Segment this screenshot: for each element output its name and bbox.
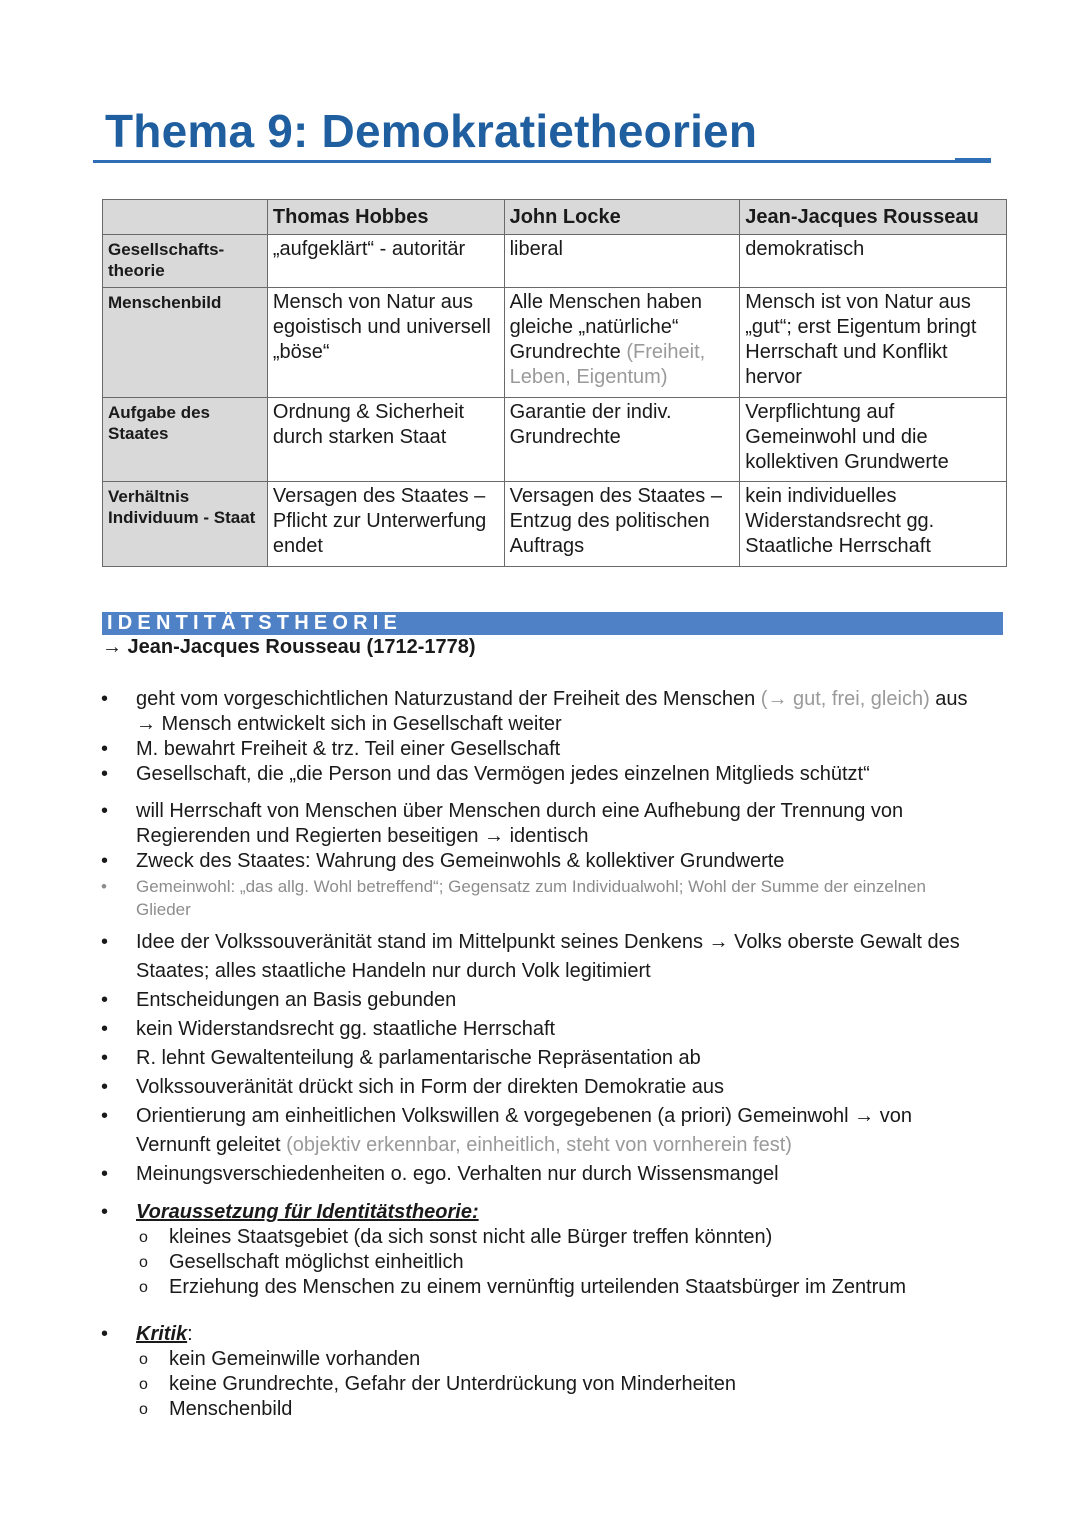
table-cell: „aufgeklärt“ - autoritär	[267, 235, 504, 288]
section-heading-bar: IDENTITÄTSTHEORIE	[102, 612, 1003, 635]
kritik-label: Kritik	[136, 1323, 188, 1345]
table-cell: Ordnung & Sicherheit durch starken Staat	[267, 398, 504, 482]
circle-bullet-icon: o	[139, 1279, 148, 1296]
table-corner-cell	[103, 200, 268, 235]
table-header-row	[103, 200, 1007, 235]
bullet-list	[0, 799, 1080, 921]
circle-bullet-icon: o	[139, 1401, 148, 1418]
sub-list-item	[0, 1372, 1080, 1397]
list-item	[0, 1015, 1080, 1044]
list-item	[0, 1044, 1080, 1073]
item-text: Entscheidungen an Basis gebunden	[136, 989, 457, 1011]
list-item	[0, 875, 1080, 921]
section-subheading: → Jean-Jacques Rousseau (1712-1778)	[102, 636, 476, 658]
bullet-list	[0, 687, 1080, 787]
row-header-menschenbild: Menschenbild	[103, 288, 268, 398]
row-header-verhaeltnis: Verhältnis Individuum - Staat	[103, 482, 268, 567]
list-item	[0, 986, 1080, 1015]
title-underline	[93, 160, 991, 163]
table-cell: Verpflichtung auf Gemeinwohl und die kollektiven Grundwerte	[740, 398, 1007, 482]
list-item	[0, 762, 1080, 787]
bullet-icon: •	[101, 1076, 109, 1098]
sub-list-item	[0, 1250, 1080, 1275]
bullet-icon: •	[101, 931, 109, 953]
row-header-gesellschaftstheorie: Gesellschafts- theorie	[103, 235, 268, 288]
list-item	[0, 687, 1080, 737]
table-cell: Mensch ist von Natur aus „gut“; erst Eigentum bringt Herrschaft und Konflikt hervor	[740, 288, 1007, 398]
bullet-icon: •	[101, 1018, 109, 1040]
item-text: geht vom vorgeschichtlichen Naturzustand der Freiheit des Menschen	[136, 688, 756, 710]
item-text-gray: (→ gut, frei, gleich)	[760, 688, 930, 710]
list-item	[0, 1073, 1080, 1102]
item-text: R. lehnt Gewaltenteilung & parlamentarische Repräsentation ab	[136, 1047, 701, 1069]
row-header-aufgabe: Aufgabe des Staates	[103, 398, 268, 482]
item-text: aus → Mensch entwickelt sich in Gesellschaft weiter	[136, 688, 968, 735]
table-cell: liberal	[504, 235, 740, 288]
list-item	[0, 737, 1080, 762]
list-item	[0, 1200, 1080, 1225]
bullet-icon: •	[101, 1047, 109, 1069]
item-text: Zweck des Staates: Wahrung des Gemeinwohls & kollektiver Grundwerte	[136, 850, 785, 872]
table-cell: Mensch von Natur aus egoistisch und universell „böse“	[267, 288, 504, 398]
item-text: Meinungsverschiedenheiten o. ego. Verhalten nur durch Wissensmangel	[136, 1163, 779, 1185]
cell-text-gray: (Freiheit, Leben, Eigentum)	[509, 341, 706, 388]
title-underline-accent	[955, 158, 991, 162]
sub-list-item	[0, 1275, 1080, 1300]
bullet-list-kritik	[0, 1322, 1080, 1422]
item-text: Idee der Volkssouveränität stand im Mittelpunkt seines Denkens → Volks oberste Gewalt des Staates; alles staatliche Handeln nur durch Volk legitimiert	[136, 931, 960, 982]
item-text: Orientierung am einheitlichen Volkswillen & vorgegebenen (a priori) Gemeinwohl → von Vernunft geleitet	[136, 1105, 912, 1156]
bullet-icon: •	[101, 1163, 109, 1185]
table-row	[103, 288, 1007, 398]
item-text: Gesellschaft, die „die Person und das Vermögen jedes einzelnen Mitglieds schützt“	[136, 763, 870, 785]
item-text: kein Widerstandsrecht gg. staatliche Herrschaft	[136, 1018, 556, 1040]
kritik-colon: :	[187, 1323, 193, 1345]
table-cell: Garantie der indiv. Grundrechte	[504, 398, 740, 482]
item-text: Menschenbild	[169, 1398, 293, 1420]
table-cell: demokratisch	[740, 235, 1007, 288]
bullet-icon: •	[101, 989, 109, 1011]
column-header-rousseau: Jean-Jacques Rousseau	[740, 200, 1007, 235]
item-text-gray: Gemeinwohl: „das allg. Wohl betreffend“; Gegensatz zum Individualwohl; Wohl der Summe der einzelnen Glieder	[136, 877, 926, 919]
item-text: Erziehung des Menschen zu einem vernünftig urteilenden Staatsbürger im Zentrum	[169, 1276, 907, 1298]
table-cell: kein individuelles Widerstandsrecht gg. Staatliche Herrschaft	[740, 482, 1007, 567]
column-header-hobbes: Thomas Hobbes	[267, 200, 504, 235]
sub-list-item	[0, 1397, 1080, 1422]
circle-bullet-icon: o	[139, 1254, 148, 1271]
voraussetzung-label: Voraussetzung für Identitätstheorie:	[136, 1201, 479, 1223]
bullet-icon: •	[101, 688, 109, 710]
list-item	[0, 1102, 1080, 1160]
list-item	[0, 928, 1080, 986]
circle-bullet-icon: o	[139, 1229, 148, 1246]
bullet-list	[0, 928, 1080, 1189]
table-cell: Versagen des Staates – Pflicht zur Unterwerfung endet	[267, 482, 504, 567]
table-row	[103, 235, 1007, 288]
circle-bullet-icon: o	[139, 1351, 148, 1368]
item-text: M. bewahrt Freiheit & trz. Teil einer Gesellschaft	[136, 738, 561, 760]
bullet-icon: •	[101, 763, 109, 785]
bullet-icon: •	[101, 877, 107, 896]
item-text: kein Gemeinwille vorhanden	[169, 1348, 421, 1370]
list-item	[0, 1322, 1080, 1347]
bullet-icon: •	[101, 1323, 109, 1345]
sub-list-item	[0, 1347, 1080, 1372]
bullet-icon: •	[101, 1201, 109, 1223]
table-row	[103, 398, 1007, 482]
table-row	[103, 482, 1007, 567]
comparison-table	[102, 199, 1007, 567]
sub-list-item	[0, 1225, 1080, 1250]
item-text-gray: (objektiv erkennbar, einheitlich, steht von vornherein fest)	[286, 1134, 792, 1156]
bullet-icon: •	[101, 1105, 109, 1127]
item-text: kleines Staatsgebiet (da sich sonst nicht alle Bürger treffen könnten)	[169, 1226, 773, 1248]
bullet-icon: •	[101, 738, 109, 760]
table-cell	[504, 288, 740, 398]
page-title: Thema 9: Demokratietheorien	[105, 105, 758, 157]
item-text: will Herrschaft von Menschen über Menschen durch eine Aufhebung der Trennung von Regierenden und Regierten beseitigen → identisch	[136, 800, 904, 847]
list-item	[0, 1160, 1080, 1189]
bullet-icon: •	[101, 800, 109, 822]
list-item	[0, 799, 1080, 849]
bullet-icon: •	[101, 850, 109, 872]
item-text: keine Grundrechte, Gefahr der Unterdrückung von Minderheiten	[169, 1373, 736, 1395]
bullet-list-voraussetzung	[0, 1200, 1080, 1300]
table-cell: Versagen des Staates – Entzug des politischen Auftrags	[504, 482, 740, 567]
list-item	[0, 849, 1080, 874]
item-text: Volkssouveränität drückt sich in Form der direkten Demokratie aus	[136, 1076, 725, 1098]
column-header-locke: John Locke	[504, 200, 740, 235]
cell-text: Alle Menschen haben gleiche „natürliche“ Grundrechte	[509, 291, 702, 363]
circle-bullet-icon: o	[139, 1376, 148, 1393]
item-text: Gesellschaft möglichst einheitlich	[169, 1251, 464, 1273]
